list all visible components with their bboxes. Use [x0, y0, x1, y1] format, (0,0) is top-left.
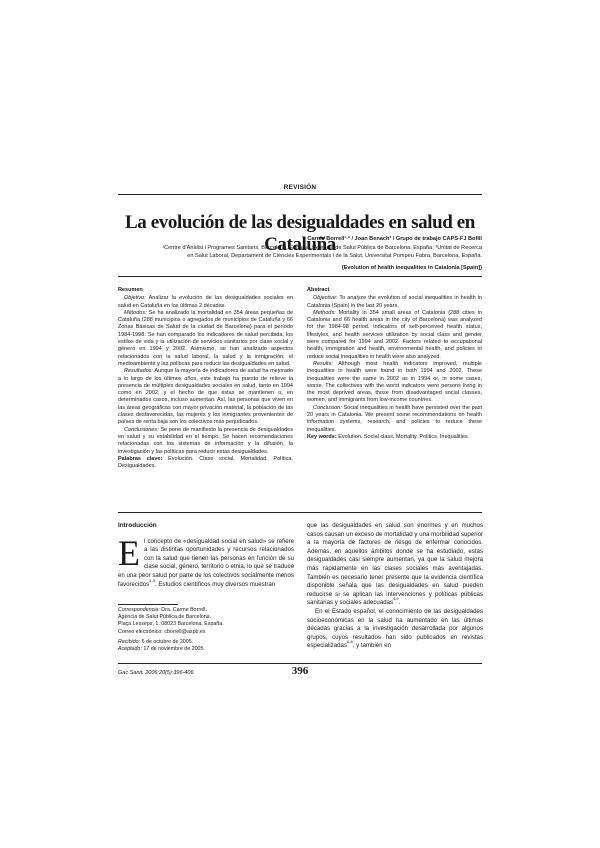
- address-line: Plaça Lesseps, 1. 08023 Barcelona. España.: [118, 621, 224, 628]
- resumen-resultados: Aunque la mayoría de indicadores de salud ha mejorado a lo largo de los últimos años, este trabajo ha puesto de relieve la presencia de múltiples desigualdades sociales en salud, tanto en 1994 como en 2002, y el hecho de que éstas se mantienen o, en determinados casos, incluso aumentan. Así, las personas que viven en las áreas geográficas con mayor privación material, la población de las clases desfavorecidas, las mujeres y los inmigrantes provenientes de países de renta baja son los colectivos más perjudicados.: [118, 368, 293, 426]
- address-line: Agència de Salut Pública de Barcelona.: [118, 614, 212, 621]
- affiliation-line: en Salut Laboral, Departament de Ciències Experimentals i de la Salut, Universitat Pompeu Fabra, Barcelona, España.: [187, 253, 482, 260]
- affiliations: [118, 244, 482, 260]
- correspondence-footnote: [118, 607, 294, 653]
- abstract-methods: Mortality in 354 small areas of Catalonia (288 cities in Catalonia and 66 health areas in the city of Barcelona) was analyzed for the 1984-98 period. Indicators of self-perceived health status, lifestyles, and health services utilization by social class and gender were compared for 1994 and 2002. Factors related to occupational health, immigration and health, environmental health, and policies to reduce social inequalities in health were also analyzed.: [307, 309, 483, 360]
- intro-left-column: [118, 522, 294, 589]
- label: Correspondencia:: [118, 607, 160, 613]
- resumen-conclusiones: Se pone de manifiesto la presencia de desigualdades en salud y su estabilidad en el tiempo. Se hacen recomendaciones relacionadas con los sistemas de información y la difusión, la investigación y las políticas para reducir estas desigualdades.: [118, 426, 293, 455]
- english-title: (Evolution of health inequalities in Catalonia [Spain]): [341, 265, 482, 271]
- label: Conclusion:: [313, 404, 342, 411]
- dropcap: E: [118, 532, 140, 573]
- page-number: 396: [291, 665, 309, 677]
- resumen-column: [118, 287, 293, 470]
- authors: Carme Borrell¹·² / Joan Benach³ / Grupo de trabajo CAPS-FJ Bofill: [307, 236, 482, 242]
- intro-paragraph-end: .: [398, 599, 401, 607]
- label: Results:: [313, 360, 333, 367]
- abstract-bottom-rule: [118, 512, 482, 513]
- journal-reference: Gac Sanit. 2006;20(5):396-406: [118, 670, 194, 676]
- abstract-results: Although most health indicators improved, multiple inequalities in health were found in both 1994 and 2002. These inequalities were the same in 2002 as in 1994 or, in some cases, worse. The collectives with the worst indicators were persons living in the most deprived areas, those from disadvantaged social classes, women, and immigrants from low-income countries.: [307, 360, 482, 404]
- label: Métodos:: [124, 309, 147, 316]
- label: Palabras clave:: [118, 455, 163, 462]
- intro-paragraph: l concepto de «desigualdad social en salud» se refiere a las distintas oportunidades y recursos relacionados con la salud que tienen las personas en función de su clase social, género, territorio o etnia, lo que se traduce en una peor salud por parte de los colectivos socialmente menos favorecidos: [118, 537, 294, 588]
- footnote-rule: [118, 604, 178, 605]
- label: Objetivo:: [124, 295, 146, 302]
- intro-right-column: [307, 522, 483, 651]
- resumen-keywords: Evolución. Clase social. Mortalidad. Política. Desigualdades.: [118, 455, 293, 470]
- accepted-date: 17 de noviembre de 2005.: [143, 646, 205, 653]
- label: Methods:: [313, 309, 336, 316]
- intro-paragraph-end: , y también en: [352, 642, 392, 650]
- footer-rule: [118, 663, 482, 664]
- correspondence-name: Dra. Carme Borrell.: [161, 607, 207, 613]
- abstract-objective: To analyze the evolution of social inequalities in health in Catalonia (Spain) in the last 20 years.: [307, 295, 482, 309]
- intro-paragraph: En el Estado español, el conocimiento de las desigualdades socioeconómicas en la salud ha aumentado en las últimas décadas gracias a la investigación desarrollada por algunos grupos, cuyos resultados han sido publicados en revistas especializadas: [307, 607, 483, 650]
- resumen-heading: Resumen: [118, 287, 143, 293]
- label: Correo electrónico:: [118, 628, 163, 635]
- label: Resultados:: [124, 368, 154, 375]
- header-rule: [118, 194, 482, 195]
- label: Recibido:: [118, 638, 141, 645]
- citation: 6-8: [346, 639, 353, 645]
- label: Objective:: [313, 295, 338, 302]
- resumen-objetivo: Analizar la evolución de las desigualdades sociales en salud en Cataluña en las últimas 2 décadas.: [118, 295, 293, 309]
- citation: 4,5: [393, 596, 399, 602]
- label: Conclusiones:: [124, 426, 159, 433]
- citation: 1-3: [149, 577, 155, 583]
- resumen-metodos: Se ha analizado la mortalidad en 354 áreas pequeñas de Cataluña (288 municipios o agregados de municipios de Cataluña y 66 Zonas Básicas de Salud de la ciudad de Barcelona) para el período 1984-1998. Se han comparado los indicadores de salud percibida, los estilos de vida y la utilización de servicios sanitarios por clase social y género en 1994 y 2002. Asimismo, se han analizado aspectos relacionados con la salud laboral, la salud y la inmigración, el medioambiente y las políticas para reducir las desigualdades en salud.: [118, 309, 294, 367]
- abstract-heading: Abstract: [307, 287, 330, 293]
- abstract-top-rule: [118, 276, 482, 277]
- abstract-column: [307, 287, 482, 441]
- label: Key words:: [307, 433, 337, 440]
- intro-paragraph-end: . Estudios científicos muy diversos muestran: [154, 580, 276, 588]
- intro-paragraph: que las desigualdades en salud son enormes y en muchos casos causan un exceso de mortalidad y una morbilidad superior a la mayoría de factores de riesgo de enfermar conocidos. Además, en aquellos ámbitos donde se ha estudiado, estas desigualdades casi siempre aumentan, ya que la salud mejora más rápidamente en las clases sociales más aventajadas. También es necesario tener presente que la evidencia científica disponible señala que las desigualdades en salud pueden reducirse si se aplican las intervenciones y políticas públicas sanitarias y sociales adecuadas: [307, 522, 483, 607]
- email-link[interactable]: cborrell@aspb.es: [164, 628, 206, 635]
- received-date: 6 de octubre de 2005.: [141, 638, 194, 645]
- article-title: La evolución de las desigualdades en salud en Cataluña: [125, 212, 475, 255]
- section-label: REVISIÓN: [283, 184, 317, 191]
- affiliation-line: ¹Centre d'Anàlisi i Programes Sanitaris, Barcelona, España; ²Agència de Salut Pública de Barcelona, España; ³Unitat de Recerca: [162, 245, 482, 251]
- abstract-conclusion: Social inequalities in health have persisted over the past 20 years in Catalonia. We present some recommendations on health information systems, research, and policies to reduce these inequalities.: [307, 404, 482, 433]
- label: Aceptado:: [118, 646, 142, 653]
- intro-heading: Introducción: [118, 522, 157, 529]
- abstract-keywords: Evolution. Social class. Mortality. Politics. Inequalities.: [338, 433, 470, 440]
